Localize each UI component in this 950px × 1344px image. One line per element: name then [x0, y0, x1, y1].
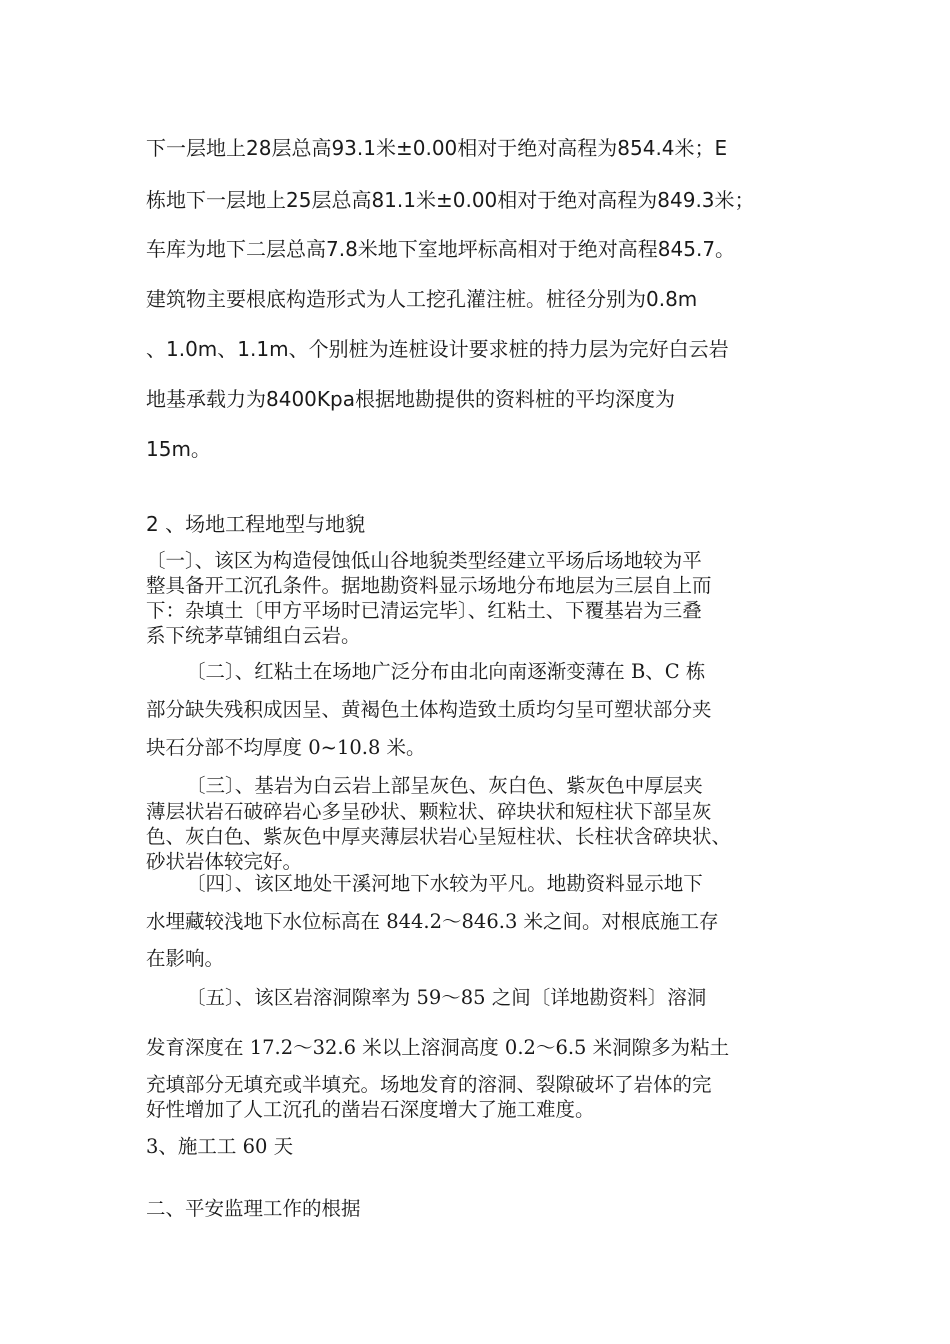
text-line: 车库为地下二层总高7.8米地下室地坪标高相对于绝对高程845.7。 [146, 237, 736, 261]
text-line: 栋地下一层地上25层总高81.1米±0.00相对于绝对高程为849.3米； [146, 188, 755, 212]
text-line: 〔四〕、该区地处干溪河地下水较为平凡。地勘资料显示地下 [186, 872, 703, 895]
text-line: 建筑物主要根底构造形式为人工挖孔灌注桩。桩径分别为0.8m [146, 287, 698, 311]
text-line: 整具备开工沉孔条件。据地勘资料显示场地分布地层为三层自上而 [146, 574, 712, 597]
text-line: 系下统茅草铺组白云岩。 [146, 624, 361, 647]
text-line: 薄层状岩石破碎岩心多呈砂状、颗粒状、碎块状和短柱状下部呈灰 [146, 800, 712, 823]
text-line: 好性增加了人工沉孔的凿岩石深度增大了施工难度。 [146, 1098, 595, 1121]
text-line: 砂状岩体较完好。 [146, 850, 303, 873]
text-line: 下一层地上28层总高93.1米±0.00相对于绝对高程为854.4米；E [146, 136, 728, 160]
text-line: 下：杂填土〔甲方平场时已清运完毕〕、红粘土、下覆基岩为三叠 [146, 599, 702, 622]
text-line: 〔一〕、该区为构造侵蚀低山谷地貌类型经建立平场后场地较为平 [146, 549, 702, 572]
text-line: 15m。 [146, 437, 211, 461]
text-line: 在影响。 [146, 947, 225, 970]
text-line: 水埋藏较浅地下水位标高在 844.2～846.3 米之间。对根底施工存 [146, 910, 719, 933]
section-heading: 2 、场地工程地型与地貌 [146, 512, 366, 536]
text-line: 、1.0m、1.1m、个别桩为连桩设计要求桩的持力层为完好白云岩 [146, 337, 729, 361]
text-line: 块石分部不均厚度 0~10.8 米。 [146, 736, 426, 759]
text-line: 〔三〕、基岩为白云岩上部呈灰色、灰白色、紫灰色中厚层夹 [186, 774, 703, 797]
chapter-heading: 二、平安监理工作的根据 [146, 1197, 361, 1220]
text-line: 〔二〕、红粘土在场地广泛分布由北向南逐渐变薄在 B、C 栋 [186, 660, 706, 683]
section-heading: 3、施工工 60 天 [146, 1135, 294, 1158]
text-line: 充填部分无填充或半填充。场地发育的溶洞、裂隙破坏了岩体的完 [146, 1073, 712, 1096]
text-line: 部分缺失残积成因呈、黄褐色土体构造致土质均匀呈可塑状部分夹 [146, 698, 712, 721]
text-line: 发育深度在 17.2～32.6 米以上溶洞高度 0.2～6.5 米洞隙多为粘土 [146, 1036, 730, 1059]
text-line: 地基承载力为8400Kpa根据地勘提供的资料桩的平均深度为 [146, 387, 675, 411]
text-line: 色、灰白色、紫灰色中厚夹薄层状岩心呈短柱状、长柱状含碎块状、 [146, 825, 732, 848]
text-line: 〔五〕、该区岩溶洞隙率为 59～85 之间〔详地勘资料〕溶洞 [186, 986, 707, 1009]
